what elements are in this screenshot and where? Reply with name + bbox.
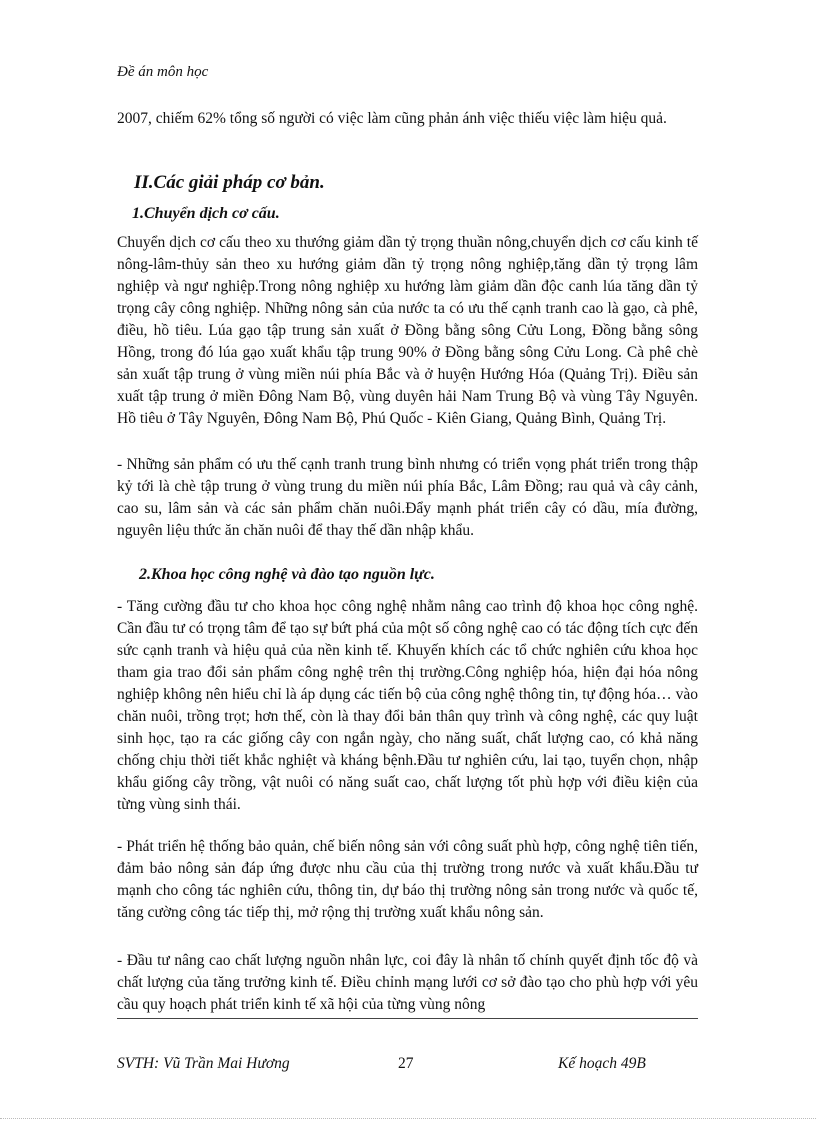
page-edge-divider (0, 1118, 816, 1119)
subsection-title-2: 2.Khoa học công nghệ và đào tạo nguồn lực. (139, 566, 435, 583)
footer-class: Kế hoạch 49B (558, 1055, 646, 1072)
paragraph-1: Chuyển dịch cơ cấu theo xu thướng giảm dần tỷ trọng thuần nông,chuyển dịch cơ cấu kinh tế nông-lâm-thủy sản theo xu hướng giảm dần tỷ trọng nông nghiệp,tăng dần tỷ trọng lâm nghiệp và ngư nghiệp.Trong nông nghiệp xu hướng làm giảm dần độc canh lúa tăng dần tỷ trọng cây công nghiệp. Những nông sản của nước ta có ưu thế cạnh tranh cao là gạo, cà phê, điều, hồ tiêu. Lúa gạo tập trung sản xuất ở Đồng bằng sông Cửu Long, Đồng bằng sông Hồng, trong đó lúa gạo xuất khẩu tập trung 90% ở Đồng bằng sông Cửu Long. Cà phê chè sản xuất tập trung ở vùng miền núi phía Bắc và ở huyện Hướng Hóa (Quảng Trị). Điều sản xuất tập trung ở miền Đông Nam Bộ, vùng duyên hải Nam Trung Bộ và vùng Tây Nguyên. Hồ tiêu ở Tây Nguyên, Đông Nam Bộ, Phú Quốc - Kiên Giang, Quảng Bình, Quảng Trị. (117, 234, 698, 427)
paragraph-4: - Phát triển hệ thống bảo quản, chế biến nông sản với công suất phù hợp, công nghệ tiên tiến, đảm bảo nông sản đáp ứng được nhu cầu của thị trường trong nước và xuất khẩu.Đầu tư mạnh cho công tác nghiên cứu, thông tin, dự báo thị trường nông sản trong nước và quốc tế, tăng cường công tác tiếp thị, mở rộng thị trường xuất khẩu nông sản. (117, 838, 698, 921)
footer-divider (117, 1018, 698, 1019)
section-title: II.Các giải pháp cơ bản. (134, 172, 325, 193)
paragraph-2: - Những sản phẩm có ưu thế cạnh tranh trung bình nhưng có triển vọng phát triển trong thập kỷ tới là chè tập trung ở vùng trung du miền núi phía Bắc, Lâm Đồng; rau quả và cây cảnh, cao su, lâm sản và các sản phẩm chăn nuôi.Đẩy mạnh phát triển cây có dầu, mía đường, nguyên liệu thức ăn chăn nuôi để thay thế dần nhập khẩu. (117, 456, 698, 539)
intro-paragraph: 2007, chiếm 62% tổng số người có việc làm cũng phản ánh việc thiếu việc làm hiệu quả. (117, 110, 667, 127)
document-header-title: Đề án môn học (117, 64, 209, 80)
subsection-title-1: 1.Chuyển dịch cơ cấu. (132, 205, 280, 222)
paragraph-5: - Đầu tư nâng cao chất lượng nguồn nhân lực, coi đây là nhân tố chính quyết định tốc độ và chất lượng của tăng trưởng kinh tế. Điều chỉnh mạng lưới cơ sở đào tạo cho phù hợp với yêu cầu quy hoạch phát triển kinh tế xã hội của từng vùng nông (117, 952, 698, 1013)
footer-author: SVTH: Vũ Trần Mai Hương (117, 1055, 290, 1072)
footer-page-number: 27 (398, 1055, 414, 1072)
paragraph-3: - Tăng cường đầu tư cho khoa học công nghệ nhằm nâng cao trình độ khoa học công nghệ. Cần đầu tư có trọng tâm để tạo sự bứt phá của một số công nghệ cao có tác động tích cực đến sức cạnh tranh và hiệu quả của nền kinh tế. Khuyến khích các tổ chức nghiên cứu khoa học tham gia trao đổi sản phẩm công nghệ trên thị trường.Công nghiệp hóa, hiện đại hóa nông nghiệp không nên hiểu chỉ là áp dụng các tiến bộ của công nghệ thông tin, tự động hóa… vào chăn nuôi, trồng trọt; hơn thế, còn là thay đổi bản thân quy trình và công nghệ, các quy luật sinh học, tạo ra các giống cây con ngắn ngày, cho năng suất, chất lượng cao, có khả năng chống chịu thời tiết khắc nghiệt và kháng bệnh.Đầu tư nghiên cứu, lai tạo, tuyển chọn, nhập khẩu giống cây trồng, vật nuôi có năng suất cao, chất lượng tốt phù hợp với điều kiện của từng vùng sinh thái. (117, 598, 698, 813)
